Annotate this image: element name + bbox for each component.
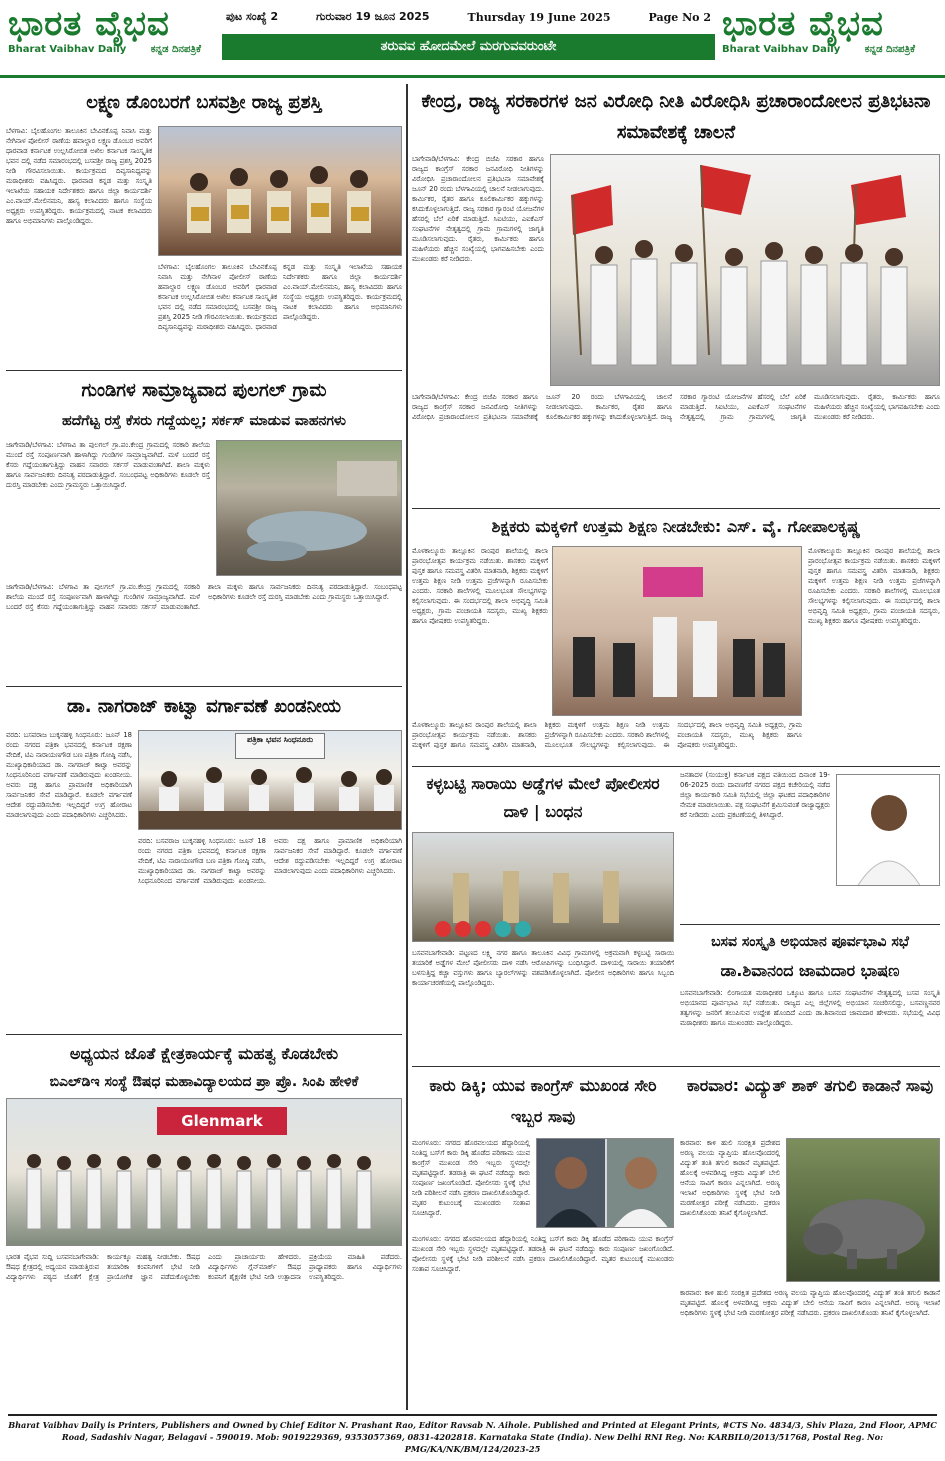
page-number: Page No 2 [648,10,711,24]
protest-photo [550,154,940,386]
issue-date-kannada: ಗುರುವಾರ 19 ಜೂನ 2025 [316,10,430,23]
masthead-title: ಭಾರತ ವೈಭವ [8,4,170,44]
glenmark-sign: Glenmark [157,1107,287,1135]
article-body: ಜಾಗೇವಾಡಿ/ಬೆಳಗಾವಿ: ಬೆಳಗಾವಿ ತಾ ಪುಲಗಲ್ ಗ್ರಾ.ಪಂ.ಕೇಂದ್ರ ಗ್ರಾಮದಲ್ಲಿ ಸರಕಾರಿ ಶಾಲೆಯ ಮುಂದೆ ರಸ್ತೆ ಸಂಪೂರ್ಣವಾಗಿ ಹಾಳಾಗಿದ್ದು ಗುಂಡಿಗಳ ಸಾಮ್ರಾಜ್ಯವಾಗಿದೆ. ಮಳೆ ಬಂದರೆ ರಸ್ತೆ ಕೆಸರು ಗದ್ದೆಯಂತಾಗುತ್ತಿದ್ದು ವಾಹನ ಸವಾರರು ಸರ್ಕಸ್ ಮಾಡುವಂತಾಗಿದೆ. ಶಾಲಾ ಮಕ್ಕಳು ಹಾಗೂ ಸಾರ್ವಜನಿಕರು ದಿನನಿತ್ಯ ಪರದಾಡುತ್ತಿದ್ದಾರೆ. ಸಂಬಂಧಪಟ್ಟ ಅಧಿಕಾರಿಗಳು ಕೂಡಲೇ ರಸ್ತೆ ದುರಸ್ತಿ ಮಾಡಬೇಕು ಎಂದು ಗ್ರಾಮಸ್ಥರು ಒತ್ತಾಯಿಸಿದ್ದಾರೆ. [6,441,210,489]
issue-date: Thursday 19 June 2025 [467,10,611,24]
masthead [0,0,945,78]
article-party [680,770,940,920]
school-photo [552,546,802,716]
article-body-continued: ಕಾರವಾರ: ಕಾಳಿ ಹುಲಿ ಸಂರಕ್ಷಿತ ಪ್ರದೇಶದ ಅರಣ್ಯ ವಲಯ ವ್ಯಾಪ್ತಿಯ ಹೊಲವೊಂದರಲ್ಲಿ ವಿದ್ಯುತ್ ತಂತಿ ತಗುಲಿ ಕಾಡಾನೆ ಮೃತಪಟ್ಟಿದೆ. ಹೊಲಕ್ಕೆ ಅಳವಡಿಸಿದ್ದ ಅಕ್ರಮ ವಿದ್ಯುತ್ ಬೇಲಿ ಆನೆಯ ಸಾವಿಗೆ ಕಾರಣ ಎನ್ನಲಾಗಿದೆ. ಅರಣ್ಯ ಇಲಾಖೆ ಅಧಿಕಾರಿಗಳು ಸ್ಥಳಕ್ಕೆ ಭೇಟಿ ನೀಡಿ ಮರಣೋತ್ತರ ಪರೀಕ್ಷೆ ನಡೆಸಿದರು. ಪ್ರಕರಣ ದಾಖಲಿಸಿಕೊಂಡು ತನಿಖೆ ಕೈಗೊಳ್ಳಲಾಗಿದೆ. [680,1289,940,1317]
tagline: ತರುವವ ಹೋದಮೇಲೆ ಮರಗುವವರುಂಟೇ [222,34,715,60]
headline: ಅಧ್ಯಯನ ಜೊತೆ ಕ್ಷೇತ್ರಕಾರ್ಯಕ್ಕೆ ಮಹತ್ವ ಕೊಡಬೇಕು [69,1044,339,1063]
headline: ಕೇಂದ್ರ, ರಾಜ್ಯ ಸರಕಾರಗಳ ಜನ ವಿರೋಧಿ ನೀತಿ ವಿರೋಧಿಸಿ ಪ್ರಚಾರಾಂದೋಲನ ಪ್ರತಿಭಟನಾ ಸಮಾವೇಶಕ್ಕೆ ಚಾಲನೆ [421,91,931,143]
headline: ಕಾರು ಡಿಕ್ಕಿ; ಯುವ ಕಾಂಗ್ರೆಸ್ ಮುಖಂಡ ಸೇರಿ ಇಬ್ಬರ ಸಾವು [429,1076,657,1126]
column-rule [406,84,408,1410]
article-body: ಬಸವನಬಾಗೇವಾಡಿ: ಪಟ್ಟಣದ ಲಕ್ಷ್ಮಿ ನಗರ ಹಾಗೂ ತಾಲೂಕಿನ ವಿವಿಧ ಗ್ರಾಮಗಳಲ್ಲಿ ಅಕ್ರಮವಾಗಿ ಕಳ್ಳಬಟ್ಟಿ ಸಾರಾಯಿ ತಯಾರಿಕೆ ಅಡ್ಡೆಗಳ ಮೇಲೆ ಪೋಲೀಸರು ದಾಳಿ ನಡೆಸಿ ಆರೋಪಿಗಳನ್ನು ಬಂಧಿಸಿದ್ದಾರೆ. ದಾಳಿಯಲ್ಲಿ ಸಾರಾಯಿ ತಯಾರಿಕೆಗೆ ಬಳಸುತ್ತಿದ್ದ ಕಚ್ಚಾ ವಸ್ತುಗಳು ಹಾಗೂ ಬ್ಯಾರಲ್‌ಗಳನ್ನು ವಶಪಡಿಸಿಕೊಳ್ಳಲಾಗಿದೆ. ಪೋಲೀಸ ಅಧಿಕಾರಿಗಳು ಹಾಗೂ ಸಿಬ್ಬಂದಿ ಕಾರ್ಯಾಚರಣೆಯಲ್ಲಿ ಪಾಲ್ಗೊಂಡಿದ್ದರು. [412,949,674,987]
article-road [6,374,402,682]
article-education [412,512,940,762]
article-body: ಬೆಳಗಾವಿ: ಬೈಲಹೊಂಗಲ ತಾಲೂಕಿನ ಬೇವಿನಕೊಪ್ಪ ನಿವಾಸಿ ಮತ್ತು ನೇಗಿನಾಳ ಪೋಲೀಸ್ ಠಾಣೆಯ ಹವಾಲ್ದಾರ ಲಕ್ಷ್ಮಣ ಡೊಂಬರ ಅವರಿಗೆ ಧಾರವಾಡ ಕರ್ನಾಟಕ ಉಲ್ಲಸಿರೋಬಿತ ಅಖಿಲ ಕರ್ನಾಟಕ ಸಾಂಸ್ಕೃತಿಕ ಭವನ ದಲ್ಲಿ ನಡೆದ ಸಮಾರಂಭದಲ್ಲಿ ಬಸವಶ್ರೀ ರಾಜ್ಯ ಪ್ರಶಸ್ತಿ 2025 ನೀಡಿ ಗೌರವಿಸಲಾಯಿತು. ಕಾರ್ಯಕ್ರಮದ ದಿವ್ಯಸಾನಿಧ್ಯವನ್ನು ಮಠಾಧೀಶರು ವಹಿಸಿದ್ದರು. ಧಾರವಾಡ ಕನ್ನಡ ಮತ್ತು ಸಂಸ್ಕೃತಿ ಇಲಾಖೆಯ ಸಹಾಯಕ ನಿರ್ದೇಶಕರು ಹಾಗೂ ಜಿಲ್ಲಾ ಕಾರ್ಯದರ್ಶಿ ಎಂ.ವಾಯ್.ಮೇಲಿನಮನಿ, ಹಾಸ್ಯ ಕಲಾವಿದರು ಹಾಗೂ ಸಂಸ್ಥೆಯ ಅಧ್ಯಕ್ಷರು ಉಪಸ್ಥಿತರಿದ್ದರು. ಕಾರ್ಯಕ್ರಮದಲ್ಲಿ ನಾಟಕ ಕಲಾವಿದರು ಹಾಗೂ ಅಭಿಮಾನಿಗಳು ಪಾಲ್ಗೊಂಡಿದ್ದರು. [6,127,152,225]
masthead-subtitle: ಕನ್ನಡ ದಿನಪತ್ರಿಕೆ [150,44,201,55]
raid-photo [412,832,674,942]
issue-bar [222,6,715,28]
headline: ಕಾರವಾರ: ವಿದ್ಯುತ್ ಶಾಕ್ ತಗುಲಿ ಕಾಡಾನೆ ಸಾವು [686,1076,934,1095]
article-liquor-raid [412,770,674,1062]
elephant-photo [786,1138,940,1282]
article-accident [412,1070,674,1410]
article-body-continued: ಬಾಗೇವಾಡಿ/ಬೆಳಗಾವಿ: ಕೇಂದ್ರ ಬಿಜೆಪಿ ಸರಕಾರ ಹಾಗೂ ರಾಜ್ಯದ ಕಾಂಗ್ರೆಸ್ ಸರಕಾರ ಜನವಿರೋಧಿ ನೀತಿಗಳನ್ನು ವಿರೋಧಿಸಿ ಪ್ರಚಾರಾಂದೋಲನ ಪ್ರತಿಭಟನಾ ಸಮಾವೇಶಕ್ಕೆ ಜೂನ್ 20 ರಂದು ಬೆಳಗಾವಿಯಲ್ಲಿ ಚಾಲನೆ ನೀಡಲಾಗುವುದು. ಕಾರ್ಮಿಕರ, ರೈತರ ಹಾಗೂ ಕೂಲಿಕಾರ್ಮಿಕರ ಹಕ್ಕುಗಳನ್ನು ಕಸಿದುಕೊಳ್ಳಲಾಗುತ್ತಿದೆ. ರಾಜ್ಯ ಸರಕಾರ ಗ್ಯಾರಂಟಿ ಯೋಜನೆಗಳ ಹೆಸರಲ್ಲಿ ಬೆಲೆ ಏರಿಕೆ ಮಾಡುತ್ತಿದೆ. ಸಿಐಟಿಯು, ಎಐಕೆಎಸ್ ಸಂಘಟನೆಗಳ ನೇತೃತ್ವದಲ್ಲಿ ಗ್ರಾಮ ಗ್ರಾಮಗಳಲ್ಲಿ ಜಾಗೃತಿ ಮೂಡಿಸಲಾಗುವುದು. ರೈತರು, ಕಾರ್ಮಿಕರು ಹಾಗೂ ಮಹಿಳೆಯರು ಹೆಚ್ಚಿನ ಸಂಖ್ಯೆಯಲ್ಲಿ ಭಾಗವಹಿಸಬೇಕು ಎಂದು ಮುಖಂಡರು ಕರೆ ನೀಡಿದರು. [412,393,940,421]
masthead-logo-right [722,4,927,72]
article-body-continued: ಬೆಳಗಾವಿ: ಬೈಲಹೊಂಗಲ ತಾಲೂಕಿನ ಬೇವಿನಕೊಪ್ಪ ನಿವಾಸಿ ಮತ್ತು ನೇಗಿನಾಳ ಪೋಲೀಸ್ ಠಾಣೆಯ ಹವಾಲ್ದಾರ ಲಕ್ಷ್ಮಣ ಡೊಂಬರ ಅವರಿಗೆ ಧಾರವಾಡ ಕರ್ನಾಟಕ ಉಲ್ಲಸಿರೋಬಿತ ಅಖಿಲ ಕರ್ನಾಟಕ ಸಾಂಸ್ಕೃತಿಕ ಭವನ ದಲ್ಲಿ ನಡೆದ ಸಮಾರಂಭದಲ್ಲಿ ಬಸವಶ್ರೀ ರಾಜ್ಯ ಪ್ರಶಸ್ತಿ 2025 ನೀಡಿ ಗೌರವಿಸಲಾಯಿತು. ಕಾರ್ಯಕ್ರಮದ ದಿವ್ಯಸಾನಿಧ್ಯವನ್ನು ಮಠಾಧೀಶರು ವಹಿಸಿದ್ದರು. ಧಾರವಾಡ ಕನ್ನಡ ಮತ್ತು ಸಂಸ್ಕೃತಿ ಇಲಾಖೆಯ ಸಹಾಯಕ ನಿರ್ದೇಶಕರು ಹಾಗೂ ಜಿಲ್ಲಾ ಕಾರ್ಯದರ್ಶಿ ಎಂ.ವಾಯ್.ಮೇಲಿನಮನಿ, ಹಾಸ್ಯ ಕಲಾವಿದರು ಹಾಗೂ ಸಂಸ್ಥೆಯ ಅಧ್ಯಕ್ಷರು ಉಪಸ್ಥಿತರಿದ್ದರು. ಕಾರ್ಯಕ್ರಮದಲ್ಲಿ ನಾಟಕ ಕಲಾವಿದರು ಹಾಗೂ ಅಭಿಮಾನಿಗಳು ಪಾಲ್ಗೊಂಡಿದ್ದರು. [158,263,402,331]
masthead-title-english: Bharat Vaibhav Daily [8,44,127,55]
press-banner: ಪತ್ರಿಕಾ ಭವನ ಸಿಂಧನೂರು [235,733,325,759]
article-elephant [680,1070,940,1410]
headline: ಕಳ್ಳಬಟ್ಟಿ ಸಾರಾಯಿ ಅಡ್ಡೆಗಳ ಮೇಲೆ ಪೋಲೀಸರ ದಾಳಿ | ಬಂಧನ [426,774,660,821]
headline: ಶಿಕ್ಷಕರು ಮಕ್ಕಳಿಗೆ ಉತ್ತಮ ಶಿಕ್ಷಣ ನೀಡಬೇಕು: ಎಸ್. ವೈ. ಗೋಪಾಲಕೃಷ್ಣ [491,517,861,536]
masthead-subtitle: ಕನ್ನಡ ದಿನಪತ್ರಿಕೆ [864,44,915,55]
article-body-continued: ವರದಿ: ಬಸವರಾಜ ಬುಕ್ಕನಹಳ್ಳಿ ಸಿಂಧನೂರು: ಜೂನ್ 18 ರಂದು ನಗರದ ಪತ್ರಿಕಾ ಭವನದಲ್ಲಿ ಕರ್ನಾಟಕ ರಕ್ಷಣಾ ವೇದಿಕೆ, ಟಿಎ ನಾರಾಯಣಗೌಡ ಬಣ ಪತ್ರಿಕಾ ಗೋಷ್ಠಿ ನಡೆಸಿ, ಮುಖ್ಯಾಧಿಕಾರಿಯಾದ ಡಾ. ನಾಗರಾಜ್ ಕಾಟ್ವಾ ಅವರನ್ನು ಸಿಂಧನೂರಿನಿಂದ ವರ್ಗಾವಣೆ ಮಾಡಿರುವುದು ಖಂಡನೀಯ. ಅವರು ದಕ್ಷ ಹಾಗೂ ಪ್ರಾಮಾಣಿಕ ಅಧಿಕಾರಿಯಾಗಿ ಸಾರ್ವಜನಿಕರ ಸೇವೆ ಮಾಡಿದ್ದಾರೆ. ಕೂಡಲೇ ವರ್ಗಾವಣೆ ಆದೇಶ ರದ್ದುಪಡಿಸಬೇಕು ಇಲ್ಲದಿದ್ದರೆ ಉಗ್ರ ಹೋರಾಟ ಮಾಡಲಾಗುವುದು ಎಂದು ಪದಾಧಿಕಾರಿಗಳು ಎಚ್ಚರಿಸಿದರು. [138,837,402,885]
headline: ಡಾ. ನಾಗರಾಜ್ ಕಾಟ್ವಾ ವರ್ಗಾವಣೆ ಖಂಡನೀಯ [66,696,342,717]
imprint-footer: Bharat Vaibhav Daily is Printers, Publishers and Owned by Chief Editor N. Prashant Rao, Editor Ravsab N. Aihole. Published and Printed at Elegant Prints, #CTS No. 4834/3, Shiv Plaza, 2nd Floor, APMC Road, Sadashiv Nagar, Belagavi - 590019. Mob: 9019229369, 9353057369, 0831-4202818. Karnataka State (India). New Delhi RNI Reg. No: KARBIL0/2013/51768, Postal Reg. No: PMG/KA/NK/BM/124/2023-25 [8,1414,937,1454]
article-body: ಕಾರವಾರ: ಕಾಳಿ ಹುಲಿ ಸಂರಕ್ಷಿತ ಪ್ರದೇಶದ ಅರಣ್ಯ ವಲಯ ವ್ಯಾಪ್ತಿಯ ಹೊಲವೊಂದರಲ್ಲಿ ವಿದ್ಯುತ್ ತಂತಿ ತಗುಲಿ ಕಾಡಾನೆ ಮೃತಪಟ್ಟಿದೆ. ಹೊಲಕ್ಕೆ ಅಳವಡಿಸಿದ್ದ ಅಕ್ರಮ ವಿದ್ಯುತ್ ಬೇಲಿ ಆನೆಯ ಸಾವಿಗೆ ಕಾರಣ ಎನ್ನಲಾಗಿದೆ. ಅರಣ್ಯ ಇಲಾಖೆ ಅಧಿಕಾರಿಗಳು ಸ್ಥಳಕ್ಕೆ ಭೇಟಿ ನೀಡಿ ಮರಣೋತ್ತರ ಪರೀಕ್ಷೆ ನಡೆಸಿದರು. ಪ್ರಕರಣ ದಾಖಲಿಸಿಕೊಂಡು ತನಿಖೆ ಕೈಗೊಳ್ಳಲಾಗಿದೆ. [680,1139,780,1217]
headline: ಲಕ್ಷ್ಮಣ ಡೊಂಬರಗೆ ಬಸವಶ್ರೀ ರಾಜ್ಯ ಪ್ರಶಸ್ತಿ [86,92,322,113]
article-body-continued: ಜಾಗೇವಾಡಿ/ಬೆಳಗಾವಿ: ಬೆಳಗಾವಿ ತಾ ಪುಲಗಲ್ ಗ್ರಾ.ಪಂ.ಕೇಂದ್ರ ಗ್ರಾಮದಲ್ಲಿ ಸರಕಾರಿ ಶಾಲೆಯ ಮುಂದೆ ರಸ್ತೆ ಸಂಪೂರ್ಣವಾಗಿ ಹಾಳಾಗಿದ್ದು ಗುಂಡಿಗಳ ಸಾಮ್ರಾಜ್ಯವಾಗಿದೆ. ಮಳೆ ಬಂದರೆ ರಸ್ತೆ ಕೆಸರು ಗದ್ದೆಯಂತಾಗುತ್ತಿದ್ದು ವಾಹನ ಸವಾರರು ಸರ್ಕಸ್ ಮಾಡುವಂತಾಗಿದೆ. ಶಾಲಾ ಮಕ್ಕಳು ಹಾಗೂ ಸಾರ್ವಜನಿಕರು ದಿನನಿತ್ಯ ಪರದಾಡುತ್ತಿದ್ದಾರೆ. ಸಂಬಂಧಪಟ್ಟ ಅಧಿಕಾರಿಗಳು ಕೂಡಲೇ ರಸ್ತೆ ದುರಸ್ತಿ ಮಾಡಬೇಕು ಎಂದು ಗ್ರಾಮಸ್ಥರು ಒತ್ತಾಯಿಸಿದ್ದಾರೆ. [6,583,402,611]
article-award [6,86,402,366]
masthead-logo-left [8,4,213,72]
masthead-title: ಭಾರತ ವೈಭವ [722,4,884,44]
article-body-continued: ಮೊಳಕಾಲ್ಮೂರು ತಾಲ್ಲೂಕಿನ ರಾಂಪುರ ಶಾಲೆಯಲ್ಲಿ ಶಾಲಾ ಪ್ರಾರಂಭೋತ್ಸವ ಕಾರ್ಯಕ್ರಮ ನಡೆಯಿತು. ಶಾಸಕರು ಮಕ್ಕಳಿಗೆ ಪುಸ್ತಕ ಹಾಗೂ ಸಮವಸ್ತ್ರ ವಿತರಿಸಿ ಮಾತನಾಡಿ, ಶಿಕ್ಷಕರು ಮಕ್ಕಳಿಗೆ ಉತ್ತಮ ಶಿಕ್ಷಣ ನೀಡಿ ಉತ್ತಮ ಪ್ರಜೆಗಳನ್ನಾಗಿ ರೂಪಿಸಬೇಕು ಎಂದರು. ಸರಕಾರಿ ಶಾಲೆಗಳಲ್ಲಿ ಮೂಲಭೂತ ಸೌಲಭ್ಯಗಳನ್ನು ಕಲ್ಪಿಸಲಾಗುವುದು. ಈ ಸಂದರ್ಭದಲ್ಲಿ ಶಾಲಾ ಅಭಿವೃದ್ಧಿ ಸಮಿತಿ ಅಧ್ಯಕ್ಷರು, ಗ್ರಾಮ ಪಂಚಾಯತಿ ಸದಸ್ಯರು, ಮುಖ್ಯ ಶಿಕ್ಷಕರು ಹಾಗೂ ಪೋಷಕರು ಉಪಸ್ಥಿತರಿದ್ದರು. [412,721,802,749]
article-body-continued: ಮಂಗಳೂರು: ನಗರದ ಹೊರವಲಯದ ಹೆದ್ದಾರಿಯಲ್ಲಿ ನಿಂತಿದ್ದ ಬಸ್‌ಗೆ ಕಾರು ಡಿಕ್ಕಿ ಹೊಡೆದ ಪರಿಣಾಮ ಯುವ ಕಾಂಗ್ರೆಸ್ ಮುಖಂಡ ಸೇರಿ ಇಬ್ಬರು ಸ್ಥಳದಲ್ಲೇ ಮೃತಪಟ್ಟಿದ್ದಾರೆ. ತಡರಾತ್ರಿ ಈ ಘಟನೆ ನಡೆದಿದ್ದು ಕಾರು ಸಂಪೂರ್ಣ ಜಖಂಗೊಂಡಿದೆ. ಪೋಲೀಸರು ಸ್ಥಳಕ್ಕೆ ಭೇಟಿ ನೀಡಿ ಪರಿಶೀಲನೆ ನಡೆಸಿ ಪ್ರಕರಣ ದಾಖಲಿಸಿಕೊಂಡಿದ್ದಾರೆ. ಮೃತರ ಕುಟುಂಬಕ್ಕೆ ಮುಖಂಡರು ಸಂತಾಪ ಸೂಚಿಸಿದ್ದಾರೆ. [412,1235,674,1273]
article-body: ಬಸವನಬಾಗೇವಾಡಿ: ಲಿಂಗಾಯತ ಮಠಾಧೀಶರ ಒಕ್ಕೂಟ ಹಾಗೂ ಬಸವ ಸಂಘಟನೆಗಳ ನೇತೃತ್ವದಲ್ಲಿ ಬಸವ ಸಂಸ್ಕೃತಿ ಅಭಿಯಾನದ ಪೂರ್ವಭಾವಿ ಸಭೆ ನಡೆಯಿತು. ರಾಜ್ಯದ ಎಲ್ಲ ಜಿಲ್ಲೆಗಳಲ್ಲಿ ಅಭಿಯಾನ ಸಂಚರಿಸಲಿದ್ದು, ಬಸವಣ್ಣನವರ ತತ್ವಗಳನ್ನು ಜನರಿಗೆ ತಲುಪಿಸುವ ಉದ್ದೇಶ ಹೊಂದಿದೆ ಎಂದು ಡಾ.ಶಿವಾನಂದ ಜಾಮದಾರ ಹೇಳಿದರು. ಸಭೆಯಲ್ಲಿ ವಿವಿಧ ಮಠಾಧೀಶರು ಹಾಗೂ ಮುಖಂಡರು ಪಾಲ್ಗೊಂಡಿದ್ದರು. [680,989,940,1027]
headline: ಬಸವ ಸಂಸ್ಕೃತಿ ಅಭಿಯಾನ ಪೂರ್ವಭಾವಿ ಸಭೆ [711,934,909,950]
article-body: ಮೊಳಕಾಲ್ಮೂರು ತಾಲ್ಲೂಕಿನ ರಾಂಪುರ ಶಾಲೆಯಲ್ಲಿ ಶಾಲಾ ಪ್ರಾರಂಭೋತ್ಸವ ಕಾರ್ಯಕ್ರಮ ನಡೆಯಿತು. ಶಾಸಕರು ಮಕ್ಕಳಿಗೆ ಪುಸ್ತಕ ಹಾಗೂ ಸಮವಸ್ತ್ರ ವಿತರಿಸಿ ಮಾತನಾಡಿ, ಶಿಕ್ಷಕರು ಮಕ್ಕಳಿಗೆ ಉತ್ತಮ ಶಿಕ್ಷಣ ನೀಡಿ ಉತ್ತಮ ಪ್ರಜೆಗಳನ್ನಾಗಿ ರೂಪಿಸಬೇಕು ಎಂದರು. ಸರಕಾರಿ ಶಾಲೆಗಳಲ್ಲಿ ಮೂಲಭೂತ ಸೌಲಭ್ಯಗಳನ್ನು ಕಲ್ಪಿಸಲಾಗುವುದು. ಈ ಸಂದರ್ಭದಲ್ಲಿ ಶಾಲಾ ಅಭಿವೃದ್ಧಿ ಸಮಿತಿ ಅಧ್ಯಕ್ಷರು, ಗ್ರಾಮ ಪಂಚಾಯತಿ ಸದಸ್ಯರು, ಮುಖ್ಯ ಶಿಕ್ಷಕರು ಹಾಗೂ ಪೋಷಕರು ಉಪಸ್ಥಿತರಿದ್ದರು. [412,547,548,625]
subheadline: ಹದೆಗೆಟ್ಟ ರಸ್ತೆ ಕೆಸರು ಗದ್ದೆಯಲ್ಲ; ಸರ್ಕಸ್ ಮಾಡುವ ವಾಹನಗಳು [62,413,346,429]
article-body-continued: ಮೊಳಕಾಲ್ಮೂರು ತಾಲ್ಲೂಕಿನ ರಾಂಪುರ ಶಾಲೆಯಲ್ಲಿ ಶಾಲಾ ಪ್ರಾರಂಭೋತ್ಸವ ಕಾರ್ಯಕ್ರಮ ನಡೆಯಿತು. ಶಾಸಕರು ಮಕ್ಕಳಿಗೆ ಪುಸ್ತಕ ಹಾಗೂ ಸಮವಸ್ತ್ರ ವಿತರಿಸಿ ಮಾತನಾಡಿ, ಶಿಕ್ಷಕರು ಮಕ್ಕಳಿಗೆ ಉತ್ತಮ ಶಿಕ್ಷಣ ನೀಡಿ ಉತ್ತಮ ಪ್ರಜೆಗಳನ್ನಾಗಿ ರೂಪಿಸಬೇಕು ಎಂದರು. ಸರಕಾರಿ ಶಾಲೆಗಳಲ್ಲಿ ಮೂಲಭೂತ ಸೌಲಭ್ಯಗಳನ್ನು ಕಲ್ಪಿಸಲಾಗುವುದು. ಈ ಸಂದರ್ಭದಲ್ಲಿ ಶಾಲಾ ಅಭಿವೃದ್ಧಿ ಸಮಿತಿ ಅಧ್ಯಕ್ಷರು, ಗ್ರಾಮ ಪಂಚಾಯತಿ ಸದಸ್ಯರು, ಮುಖ್ಯ ಶಿಕ್ಷಕರು ಹಾಗೂ ಪೋಷಕರು ಉಪಸ್ಥಿತರಿದ್ದರು. [808,547,940,625]
article-basava [680,928,940,1064]
road-photo [216,440,402,576]
article-body: ವರದಿ: ಬಸವರಾಜ ಬುಕ್ಕನಹಳ್ಳಿ ಸಿಂಧನೂರು: ಜೂನ್ 18 ರಂದು ನಗರದ ಪತ್ರಿಕಾ ಭವನದಲ್ಲಿ ಕರ್ನಾಟಕ ರಕ್ಷಣಾ ವೇದಿಕೆ, ಟಿಎ ನಾರಾಯಣಗೌಡ ಬಣ ಪತ್ರಿಕಾ ಗೋಷ್ಠಿ ನಡೆಸಿ, ಮುಖ್ಯಾಧಿಕಾರಿಯಾದ ಡಾ. ನಾಗರಾಜ್ ಕಾಟ್ವಾ ಅವರನ್ನು ಸಿಂಧನೂರಿನಿಂದ ವರ್ಗಾವಣೆ ಮಾಡಿರುವುದು ಖಂಡನೀಯ. ಅವರು ದಕ್ಷ ಹಾಗೂ ಪ್ರಾಮಾಣಿಕ ಅಧಿಕಾರಿಯಾಗಿ ಸಾರ್ವಜನಿಕರ ಸೇವೆ ಮಾಡಿದ್ದಾರೆ. ಕೂಡಲೇ ವರ್ಗಾವಣೆ ಆದೇಶ ರದ್ದುಪಡಿಸಬೇಕು ಇಲ್ಲದಿದ್ದರೆ ಉಗ್ರ ಹೋರಾಟ ಮಾಡಲಾಗುವುದು ಎಂದು ಪದಾಧಿಕಾರಿಗಳು ಎಚ್ಚರಿಸಿದರು. [6,731,132,819]
article-transfer [6,690,402,1030]
victims-photo [536,1138,674,1228]
press-meet-photo [138,730,402,830]
article-body: ಬಾಗೇವಾಡಿ/ಬೆಳಗಾವಿ: ಕೇಂದ್ರ ಬಿಜೆಪಿ ಸರಕಾರ ಹಾಗೂ ರಾಜ್ಯದ ಕಾಂಗ್ರೆಸ್ ಸರಕಾರ ಜನವಿರೋಧಿ ನೀತಿಗಳನ್ನು ವಿರೋಧಿಸಿ ಪ್ರಚಾರಾಂದೋಲನ ಪ್ರತಿಭಟನಾ ಸಮಾವೇಶಕ್ಕೆ ಜೂನ್ 20 ರಂದು ಬೆಳಗಾವಿಯಲ್ಲಿ ಚಾಲನೆ ನೀಡಲಾಗುವುದು. ಕಾರ್ಮಿಕರ, ರೈತರ ಹಾಗೂ ಕೂಲಿಕಾರ್ಮಿಕರ ಹಕ್ಕುಗಳನ್ನು ಕಸಿದುಕೊಳ್ಳಲಾಗುತ್ತಿದೆ. ರಾಜ್ಯ ಸರಕಾರ ಗ್ಯಾರಂಟಿ ಯೋಜನೆಗಳ ಹೆಸರಲ್ಲಿ ಬೆಲೆ ಏರಿಕೆ ಮಾಡುತ್ತಿದೆ. ಸಿಐಟಿಯು, ಎಐಕೆಎಸ್ ಸಂಘಟನೆಗಳ ನೇತೃತ್ವದಲ್ಲಿ ಗ್ರಾಮ ಗ್ರಾಮಗಳಲ್ಲಿ ಜಾಗೃತಿ ಮೂಡಿಸಲಾಗುವುದು. ರೈತರು, ಕಾರ್ಮಿಕರು ಹಾಗೂ ಮಹಿಳೆಯರು ಹೆಚ್ಚಿನ ಸಂಖ್ಯೆಯಲ್ಲಿ ಭಾಗವಹಿಸಬೇಕು ಎಂದು ಮುಖಂಡರು ಕರೆ ನೀಡಿದರು. [412,155,544,263]
issue-number: ಪುಟ ಸಂಖ್ಯೆ 2 [226,10,279,23]
subheadline: ಬಿಎಲ್‌ಡಿಇ ಸಂಸ್ಥೆ ಔಷಧ ಮಹಾವಿದ್ಯಾಲಯದ ಪ್ರಾ ಪ್ರೊ. ಸಿಂಪಿ ಹೇಳಿಕೆ [49,1074,359,1090]
portrait-photo [836,774,940,886]
masthead-title-english: Bharat Vaibhav Daily [722,44,841,55]
college-visit-photo [6,1098,402,1246]
article-pharmacy [6,1038,402,1410]
article-body: ಮಂಗಳೂರು: ನಗರದ ಹೊರವಲಯದ ಹೆದ್ದಾರಿಯಲ್ಲಿ ನಿಂತಿದ್ದ ಬಸ್‌ಗೆ ಕಾರು ಡಿಕ್ಕಿ ಹೊಡೆದ ಪರಿಣಾಮ ಯುವ ಕಾಂಗ್ರೆಸ್ ಮುಖಂಡ ಸೇರಿ ಇಬ್ಬರು ಸ್ಥಳದಲ್ಲೇ ಮೃತಪಟ್ಟಿದ್ದಾರೆ. ತಡರಾತ್ರಿ ಈ ಘಟನೆ ನಡೆದಿದ್ದು ಕಾರು ಸಂಪೂರ್ಣ ಜಖಂಗೊಂಡಿದೆ. ಪೋಲೀಸರು ಸ್ಥಳಕ್ಕೆ ಭೇಟಿ ನೀಡಿ ಪರಿಶೀಲನೆ ನಡೆಸಿ ಪ್ರಕರಣ ದಾಖಲಿಸಿಕೊಂಡಿದ್ದಾರೆ. ಮೃತರ ಕುಟುಂಬಕ್ಕೆ ಮುಖಂಡರು ಸಂತಾಪ ಸೂಚಿಸಿದ್ದಾರೆ. [412,1139,530,1217]
award-photo [158,126,402,256]
subheadline: ಡಾ.ಶಿವಾನಂದ ಜಾಮದಾರ ಭಾಷಣ [720,961,900,980]
article-protest [412,86,940,504]
headline: ಗುಂಡಿಗಳ ಸಾಮ್ರಾಜ್ಯವಾದ ಪುಲಗಲ್ ಗ್ರಾಮ [81,380,327,401]
article-body: ಭಾರತ ವೈಭವ ಸುದ್ದಿ ಬಸವನಬಾಗೇವಾಡಿ: ಔಷಧ ಕ್ಷೇತ್ರದಲ್ಲಿ ಅಧ್ಯಯನ ಮಾಡುತ್ತಿರುವ ವಿದ್ಯಾರ್ಥಿಗಳು ಪಠ್ಯದ ಜೊತೆಗೆ ಕ್ಷೇತ್ರ ಕಾರ್ಯಕ್ಕೂ ಮಹತ್ವ ನೀಡಬೇಕು. ಔಷಧ ತಯಾರಿಕಾ ಕಂಪನಿಗಳಿಗೆ ಭೇಟಿ ನೀಡಿ ಪ್ರಾಯೋಗಿಕ ಜ್ಞಾನ ಪಡೆದುಕೊಳ್ಳಬೇಕು ಎಂದು ಪ್ರಾಚಾರ್ಯರು ಹೇಳಿದರು. ವಿದ್ಯಾರ್ಥಿಗಳು ಗ್ಲೆನ್‌ಮಾರ್ಕ್ ಔಷಧ ಕಂಪನಿಗೆ ಶೈಕ್ಷಣಿಕ ಭೇಟಿ ನೀಡಿ ಉತ್ಪಾದನಾ ಪ್ರಕ್ರಿಯೆಯ ಮಾಹಿತಿ ಪಡೆದರು. ಪ್ರಾಧ್ಯಾಪಕರು ಹಾಗೂ ವಿದ್ಯಾರ್ಥಿಗಳು ಉಪಸ್ಥಿತರಿದ್ದರು. [6,1253,402,1281]
article-body: ಜನತಾದಳ (ಸಂಯುಕ್ತ) ಕರ್ನಾಟಕ ಪಕ್ಷದ ವತಿಯಿಂದ ದಿನಾಂಕ 19-06-2025 ರಂದು ದಾವಣಗೆರೆ ನಗರದ ಪಕ್ಷದ ಕಚೇರಿಯಲ್ಲಿ ನಡೆದ ಜಿಲ್ಲಾ ಕಾರ್ಯಕಾರಿ ಸಮಿತಿ ಸಭೆಯಲ್ಲಿ ಜಿಲ್ಲಾ ಘಟಕದ ಪದಾಧಿಕಾರಿಗಳ ನೇಮಕ ಮಾಡಲಾಯಿತು. ಪಕ್ಷ ಸಂಘಟನೆಗೆ ಶ್ರಮಿಸುವಂತೆ ರಾಜ್ಯಾಧ್ಯಕ್ಷರು ಕರೆ ನೀಡಿದರು ಎಂದು ಪ್ರಕಟಣೆಯಲ್ಲಿ ತಿಳಿಸಿದ್ದಾರೆ. [680,771,830,819]
